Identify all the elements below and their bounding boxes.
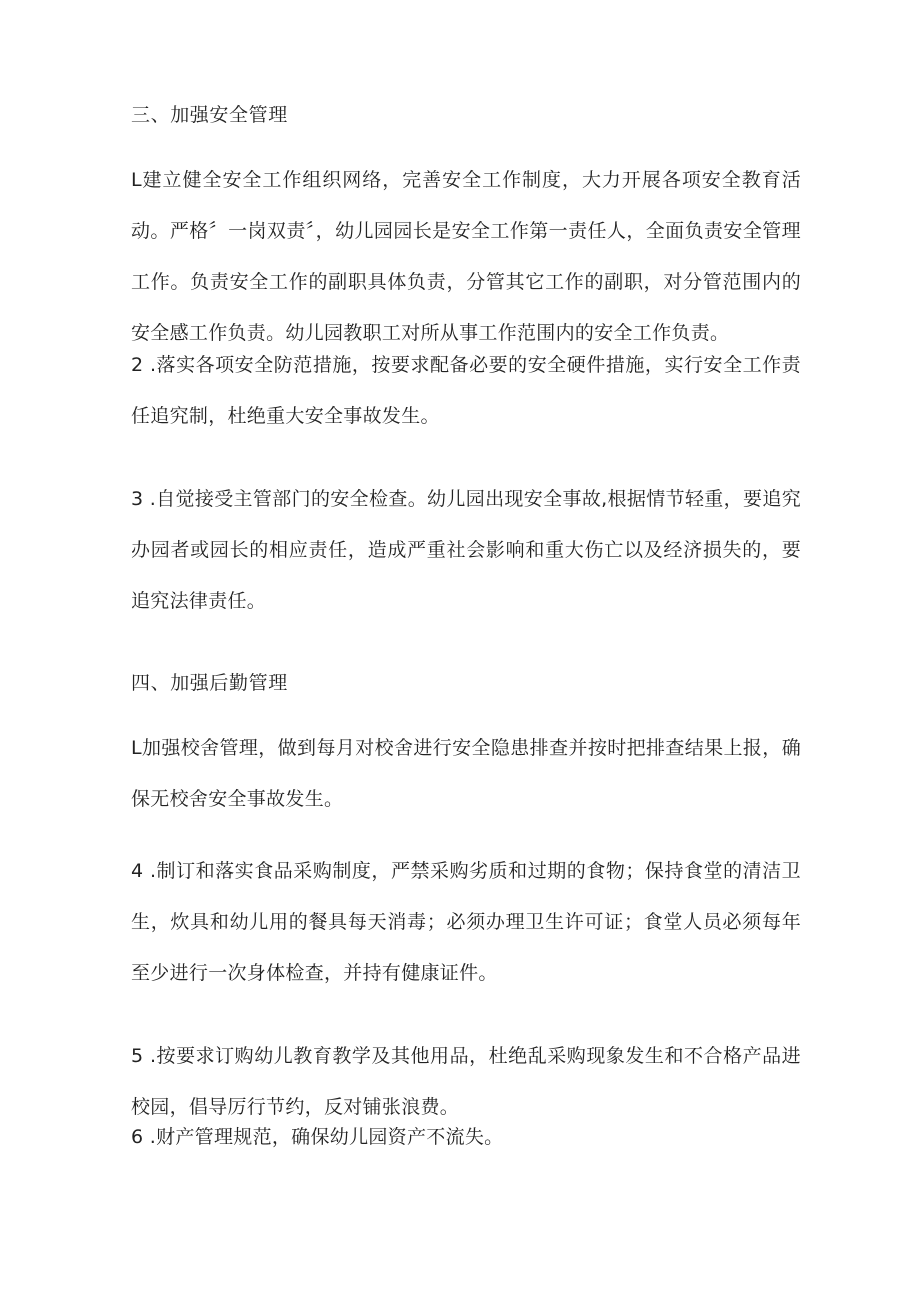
paragraph-safety-2: 2 .落实各项安全防范措施，按要求配备必要的安全硬件措施，实行安全工作责任追究制，杜绝重大安全事故发生。 [131, 354, 801, 427]
paragraph-safety-3: 3 .自觉接受主管部门的安全检查。幼儿园出现安全事故,根据情节轻重，要追究办园者或园长的相应责任，造成严重社会影响和重大伤亡以及经济损失的，要追究法律责任。 [131, 488, 801, 612]
paragraph-safety-1: L建立健全安全工作组织网络，完善安全工作制度，大力开展各项安全教育活动。严格〞一岗双责〞，幼儿园园长是安全工作第一责任人，全面负责安全管理工作。负责安全工作的副职具体负责，分管其它工作的副职，对分管范围内的安全感工作负责。幼儿园教职工对所从事工作范围内的安全工作负责。 [131, 169, 801, 344]
paragraph-logistics-2: 4 .制订和落实食品采购制度，严禁采购劣质和过期的食物；保持食堂的清洁卫生，炊具和幼儿用的餐具每天消毒；必须办理卫生许可证；食堂人员必须每年至少进行一次身体检查，并持有健康证件。 [131, 860, 801, 984]
section-heading-logistics: 四、加强后勤管理 [131, 672, 288, 694]
paragraph-logistics-3: 5 .按要求订购幼儿教育教学及其他用品，杜绝乱采购现象发生和不合格产品进校园，倡导厉行节约，反对铺张浪费。 [131, 1045, 801, 1118]
paragraph-logistics-4: 6 .财产管理规范，确保幼儿园资产不流失。 [131, 1126, 504, 1148]
paragraph-logistics-1: L加强校舍管理，做到每月对校舍进行安全隐患排查并按时把排查结果上报，确保无校舍安全事故发生。 [131, 737, 801, 810]
section-heading-safety: 三、加强安全管理 [131, 104, 288, 126]
